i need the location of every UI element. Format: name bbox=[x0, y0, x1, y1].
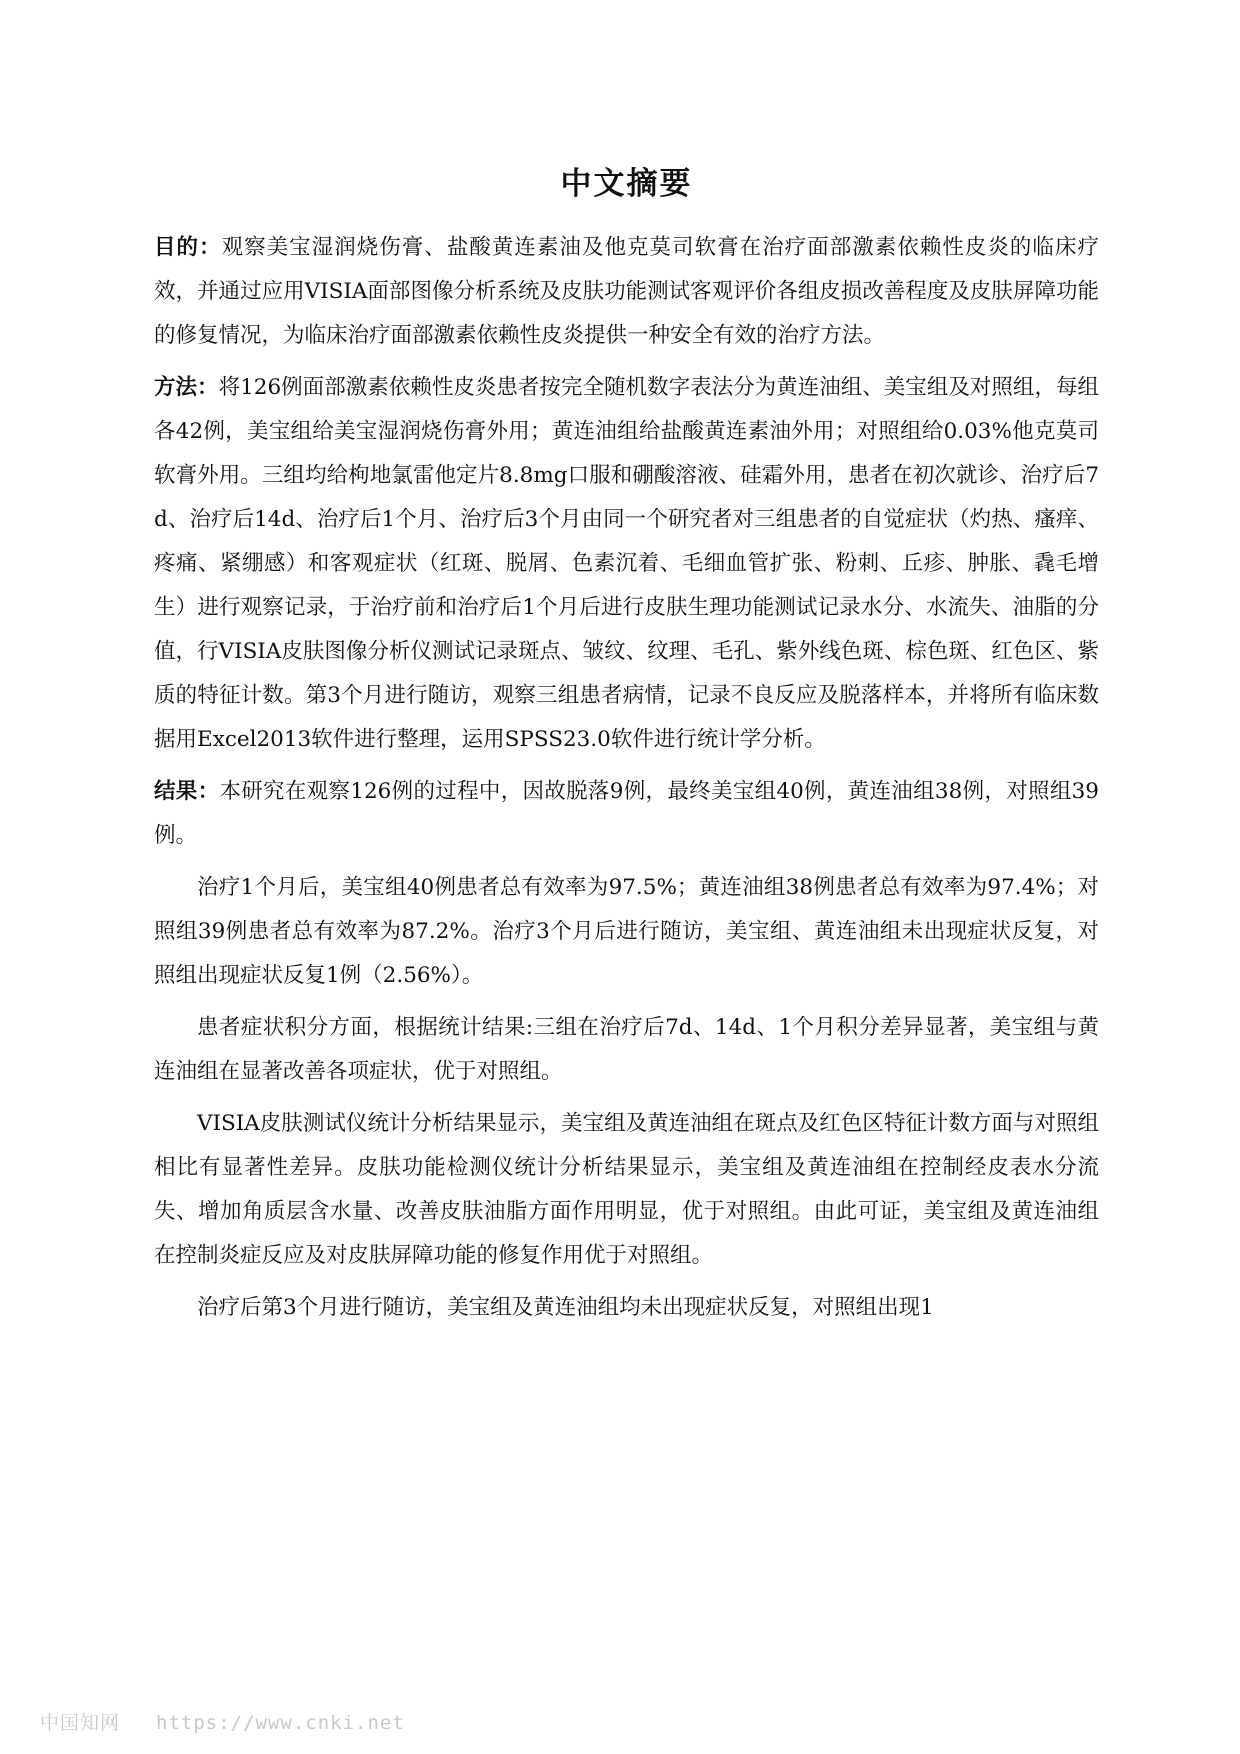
method-paragraph bbox=[154, 366, 1099, 762]
objective-text: 观察美宝湿润烧伤膏、盐酸黄连素油及他克莫司软膏在治疗面部激素依赖性皮炎的临床疗效，并通过应用VISIA面部图像分析系统及皮肤功能测试客观评价各组皮损改善程度及皮肤屏障功能的修复情况，为临床治疗面部激素依赖性皮炎提供一种安全有效的治疗方法。 bbox=[154, 235, 1099, 348]
objective-label: 目的： bbox=[154, 235, 222, 260]
results-visia-paragraph: VISIA皮肤测试仪统计分析结果显示，美宝组及黄连油组在斑点及红色区特征计数方面与对照组相比有显著性差异。皮肤功能检测仪统计分析结果显示，美宝组及黄连油组在控制经皮表水分流失、增加角质层含水量、改善皮肤油脂方面作用明显，优于对照组。由此可证，美宝组及黄连油组在控制炎症反应及对皮肤屏障功能的修复作用优于对照组。 bbox=[154, 1111, 1099, 1268]
page-title: 中文摘要 bbox=[560, 166, 693, 202]
cnki-watermark bbox=[40, 1708, 405, 1735]
results-followup-paragraph: 治疗后第3个月进行随访，美宝组及黄连油组均未出现症状反复，对照组出现1 bbox=[197, 1295, 934, 1320]
method-text: 将126例面部激素依赖性皮炎患者按完全随机数字表法分为黄连油组、美宝组及对照组，每组各42例，美宝组给美宝湿润烧伤膏外用；黄连油组给盐酸黄连素油外用；对照组给0.03%他克莫司软膏外用。三组均给枸地氯雷他定片8.8mg口服和硼酸溶液、硅霜外用，患者在初次就诊、治疗后7d、治疗后14d、治疗后1个月、治疗后3个月由同一个研究者对三组患者的自觉症状（灼热、瘙痒、疼痛、紧绷感）和客观症状（红斑、脱屑、色素沉着、毛细血管扩张、粉刺、丘疹、肿胀、毳毛增生）进行观察记录，于治疗前和治疗后1个月后进行皮肤生理功能测试记录水分、水流失、油脂的分值，行VISIA皮肤图像分析仪测试记录斑点、皱纹、纹理、毛孔、紫外线色斑、棕色斑、红色区、紫质的特征计数。第3个月进行随访，观察三组患者病情，记录不良反应及脱落样本，并将所有临床数据用Excel2013软件进行整理，运用SPSS23.0软件进行统计学分析。 bbox=[154, 375, 1099, 752]
results-efficacy-paragraph: 治疗1个月后，美宝组40例患者总有效率为97.5%；黄连油组38例患者总有效率为97.4%；对照组39例患者总有效率为87.2%。治疗3个月后进行随访，美宝组、黄连油组未出现症状反复，对照组出现症状反复1例（2.56%）。 bbox=[154, 875, 1099, 988]
results-label: 结果： bbox=[154, 779, 220, 804]
objective-paragraph bbox=[154, 226, 1099, 358]
results-symptom-score-paragraph: 患者症状积分方面，根据统计结果:三组在治疗后7d、14d、1个月积分差异显著，美宝组与黄连油组在显著改善各项症状，优于对照组。 bbox=[154, 1015, 1099, 1084]
method-label: 方法： bbox=[154, 375, 219, 400]
results-paragraph bbox=[154, 770, 1099, 858]
results-text: 本研究在观察126例的过程中，因故脱落9例，最终美宝组40例，黄连油组38例，对照组39例。 bbox=[154, 779, 1099, 848]
watermark-brand: 中国知网 bbox=[40, 1712, 121, 1734]
abstract-page bbox=[154, 150, 1099, 1338]
watermark-url: https://www.cnki.net bbox=[156, 1712, 405, 1734]
